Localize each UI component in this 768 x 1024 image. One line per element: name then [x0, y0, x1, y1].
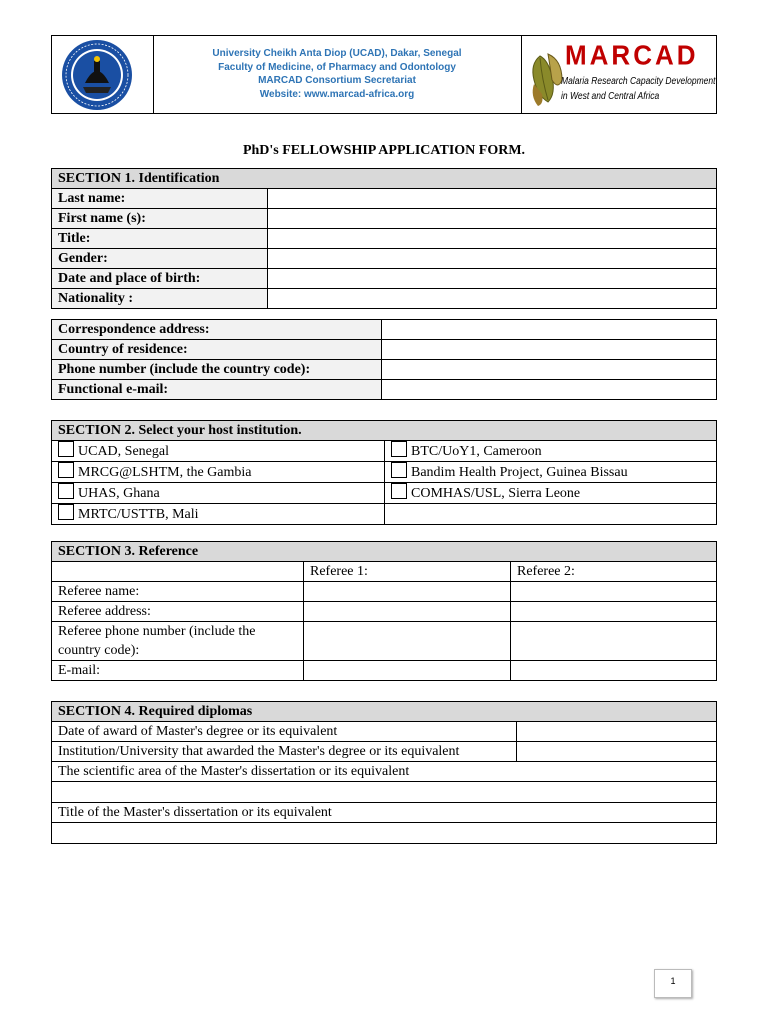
- host-option: [52, 483, 385, 504]
- last-name-field[interactable]: [268, 189, 717, 209]
- institution-line-1: University Cheikh Anta Diop (UCAD), Dakar, Senegal: [212, 48, 462, 59]
- host-option: [52, 441, 385, 462]
- referee-email-label: E-mail:: [52, 661, 304, 681]
- empty-cell: [385, 504, 717, 525]
- nationality-field[interactable]: [268, 289, 717, 309]
- institution-website: Website: www.marcad-africa.org: [259, 88, 415, 100]
- award-date-field[interactable]: [517, 722, 717, 742]
- last-name-label: Last name:: [52, 189, 268, 209]
- address-label: Correspondence address:: [52, 320, 382, 340]
- checkbox[interactable]: [58, 462, 74, 478]
- referee1-address-field[interactable]: [304, 602, 511, 622]
- institution-line-3: MARCAD Consortium Secretariat: [258, 75, 416, 86]
- institution-line-2: Faculty of Medicine, of Pharmacy and Odontology: [218, 61, 456, 73]
- checkbox[interactable]: [391, 441, 407, 457]
- host-option: [52, 504, 385, 525]
- title-label: Title:: [52, 229, 268, 249]
- referee-phone-label-line-2: country code):: [58, 643, 140, 658]
- section4-heading: SECTION 4. Required diplomas: [52, 702, 717, 722]
- referee1-name-field[interactable]: [304, 582, 511, 602]
- email-field[interactable]: [382, 380, 717, 400]
- referee1-email-field[interactable]: [304, 661, 511, 681]
- checkbox[interactable]: [58, 441, 74, 457]
- host-option: [385, 462, 717, 483]
- marcad-logo-cell: [522, 36, 716, 113]
- birth-label: Date and place of birth:: [52, 269, 268, 289]
- ucad-seal-logo: [61, 39, 133, 111]
- dissertation-title-label: Title of the Master's dissertation or its equivalent: [52, 803, 717, 823]
- host-option-label: COMHAS/USL, Sierra Leone: [411, 486, 581, 501]
- host-option-label: Bandim Health Project, Guinea Bissau: [411, 465, 628, 480]
- referee2-header: Referee 2:: [511, 562, 717, 582]
- institution-field[interactable]: [517, 742, 717, 762]
- checkbox[interactable]: [58, 504, 74, 520]
- section4-table: [51, 701, 717, 844]
- address-field[interactable]: [382, 320, 717, 340]
- phone-field[interactable]: [382, 360, 717, 380]
- institution-label: Institution/University that awarded the Master's degree or its equivalent: [52, 742, 517, 762]
- section2-table: [51, 420, 717, 525]
- referee1-phone-field[interactable]: [304, 622, 511, 661]
- country-label: Country of residence:: [52, 340, 382, 360]
- scientific-area-field[interactable]: [52, 782, 717, 803]
- empty-cell: [52, 562, 304, 582]
- phone-label: Phone number (include the country code):: [52, 360, 382, 380]
- referee2-address-field[interactable]: [511, 602, 717, 622]
- nationality-label: Nationality :: [52, 289, 268, 309]
- section3-heading: SECTION 3. Reference: [52, 542, 717, 562]
- section1-contact-table: [51, 319, 717, 400]
- marcad-title: MARCAD: [565, 38, 699, 72]
- host-option-label: BTC/UoY1, Cameroon: [411, 444, 542, 459]
- referee-address-label: Referee address:: [52, 602, 304, 622]
- referee-name-label: Referee name:: [52, 582, 304, 602]
- first-name-field[interactable]: [268, 209, 717, 229]
- checkbox[interactable]: [391, 462, 407, 478]
- title-field[interactable]: [268, 229, 717, 249]
- form-title: PhD's FELLOWSHIP APPLICATION FORM.: [242, 143, 526, 158]
- referee2-phone-field[interactable]: [511, 622, 717, 661]
- page-number: 1: [654, 969, 692, 998]
- section2-heading: SECTION 2. Select your host institution.: [52, 421, 717, 441]
- country-field[interactable]: [382, 340, 717, 360]
- host-option-label: UCAD, Senegal: [78, 444, 169, 459]
- host-option-label: MRCG@LSHTM, the Gambia: [78, 465, 252, 480]
- dissertation-title-field[interactable]: [52, 823, 717, 844]
- marcad-subtitle: [561, 74, 715, 104]
- host-option: [52, 462, 385, 483]
- referee2-name-field[interactable]: [511, 582, 717, 602]
- section1-heading: SECTION 1. Identification: [52, 169, 717, 189]
- referee-phone-label: [52, 622, 304, 661]
- gender-field[interactable]: [268, 249, 717, 269]
- checkbox[interactable]: [58, 483, 74, 499]
- section1-table: [51, 168, 717, 309]
- birth-field[interactable]: [268, 269, 717, 289]
- gender-label: Gender:: [52, 249, 268, 269]
- referee2-email-field[interactable]: [511, 661, 717, 681]
- marcad-subtitle-line-1: Malaria Research Capacity Development: [561, 76, 716, 87]
- section3-table: [51, 541, 717, 681]
- email-label: Functional e-mail:: [52, 380, 382, 400]
- marcad-subtitle-line-2: in West and Central Africa: [561, 91, 660, 102]
- referee1-header: Referee 1:: [304, 562, 511, 582]
- checkbox[interactable]: [391, 483, 407, 499]
- ucad-logo-cell: [52, 36, 154, 113]
- referee-phone-label-line-1: Referee phone number (include the: [58, 624, 256, 639]
- award-date-label: Date of award of Master's degree or its equivalent: [52, 722, 517, 742]
- institution-info: [153, 36, 522, 113]
- letterhead: [51, 35, 717, 114]
- scientific-area-label: The scientific area of the Master's dissertation or its equivalent: [52, 762, 717, 782]
- host-option: [385, 441, 717, 462]
- host-option-label: MRTC/USTTB, Mali: [78, 507, 199, 522]
- host-option-label: UHAS, Ghana: [78, 486, 160, 501]
- first-name-label: First name (s):: [52, 209, 268, 229]
- host-option: [385, 483, 717, 504]
